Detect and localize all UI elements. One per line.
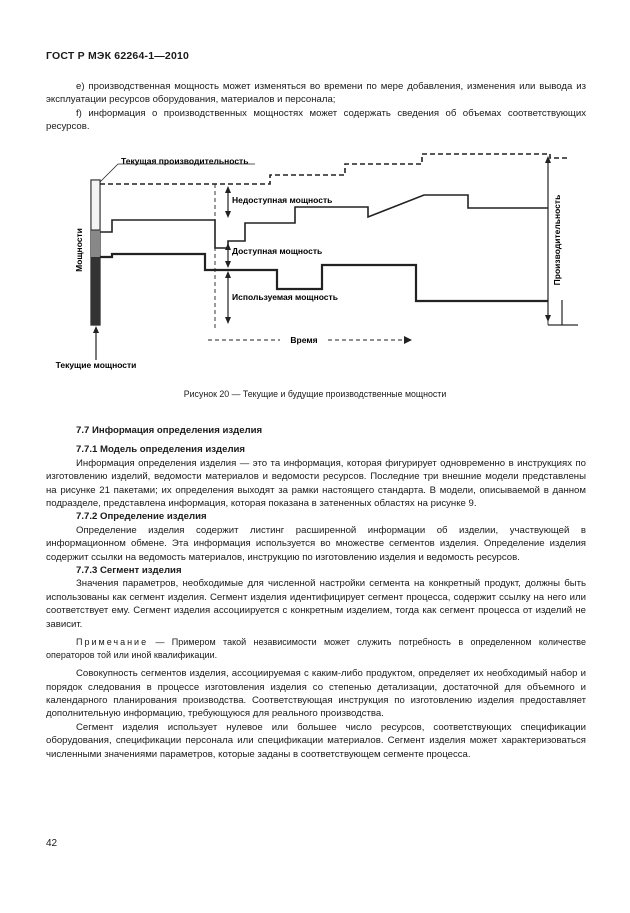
arrow-head — [225, 261, 231, 268]
intro-list — [46, 80, 586, 134]
arrow-head — [225, 243, 231, 250]
note-text: — Примером такой независимости может служить потребность в определенном количестве операторов той или иной квалификации. — [46, 637, 586, 661]
capacity-bar-fill-mid — [91, 230, 100, 257]
label-current-productivity: Текущая производительность — [121, 156, 249, 166]
list-item-f: f) информация о производственных мощностях может содержать сведения об объемах соответствующих ресурсов. — [46, 107, 586, 133]
leader-current-productivity-diag — [100, 164, 118, 182]
label-current-capacity: Текущие мощности — [55, 360, 137, 370]
section-7-7 — [46, 424, 586, 761]
paragraph-7-7-2: Определение изделия содержит листинг расширенной информации об изделии, участвующей в информационном обмене. Эта информация используется во множестве сегментов изделия. Определение изделия содержит ссылки на ведомость материалов, инструкцию по изготовлению изделия и ведомость ресурсов. — [46, 524, 586, 563]
label-used: Используемая мощность — [232, 292, 338, 302]
label-time: Время — [290, 335, 318, 345]
capacity-bar-fill-light — [91, 180, 100, 230]
section-heading-7-7-3: 7.7.3 Сегмент изделия — [76, 565, 182, 577]
list-item-e: е) производственная мощность может изменяться во времени по мере добавления, изменения или вывода из эксплуатации ресурсов оборудования, материалов и персонала; — [46, 81, 586, 106]
note — [46, 636, 586, 662]
label-unavailable: Недоступная мощность — [232, 195, 333, 205]
section-heading-7-7-2: 7.7.2 Определение изделия — [76, 511, 207, 523]
note-label: Примечание — [76, 637, 149, 648]
page-number: 42 — [46, 838, 58, 849]
section-heading-7-7-1: 7.7.1 Модель определения изделия — [76, 444, 246, 456]
figure-caption: Рисунок 20 — Текущие и будущие производственные мощности — [183, 389, 447, 399]
paragraph-resources: Сегмент изделия использует нулевое или большее число ресурсов, соответствующих спецификации оборудования, спецификации персонала или спецификации материалов. Сегмент изделия может характеризоваться численными значениями параметров, которые заданы в соответствующем сегменте процесса. — [46, 721, 586, 760]
paragraph-7-7-1: Информация определения изделия — это та информация, которая фигурирует одновременно в инструкциях по изготовлению изделий, ведомости материалов и ведомости ресурсов. Последние три внешние модели представлены на рисунке 21 пакетами; их определения выходят за рамки настоящего стандарта. В модели, описываемой в данном подразделе, представлена информация, которая показана в затененных областях на рисунке 9. — [46, 457, 586, 510]
arrow-head — [225, 317, 231, 324]
pointer-head — [93, 326, 99, 333]
paragraph-7-7-3: Значения параметров, необходимые для численной настройки сегмента на конкретный продукт, должны быть использованы как сегмент изделия. Сегмент изделия идентифицирует сегмент процесса, содержит ссылку на него или соответствует ему. Сегмент изделия ассоциируется с конкретным изделием, тогда как сегмент процесса от изделий не зависит. — [46, 578, 586, 630]
arrow-head — [225, 211, 231, 218]
arrow-head — [225, 186, 231, 193]
capacity-axis-label: Мощности — [74, 228, 84, 272]
capacity-bar-fill-dark — [91, 257, 100, 325]
productivity-axis-label: Производительность — [552, 194, 562, 286]
arrow-head — [225, 271, 231, 278]
arrow-head — [545, 315, 551, 322]
label-available: Доступная мощность — [232, 246, 323, 256]
document-header: ГОСТ Р МЭК 62264-1—2010 — [46, 50, 190, 62]
paragraph-segments: Совокупность сегментов изделия, ассоциируемая с каким-либо продуктом, определяет их необходимый набор и порядок следования в процессе изготовления изделия со степенью детализации, достаточной для объемного и календарного планирования производства. Соответствующая инструкция по изготовлению изделия предоставляет дополнительную информацию, требующуюся для реального производства. — [46, 668, 586, 720]
time-arrow-head — [404, 336, 412, 344]
section-heading-7-7: 7.7 Информация определения изделия — [76, 425, 263, 436]
capacity-diagram — [0, 150, 630, 382]
